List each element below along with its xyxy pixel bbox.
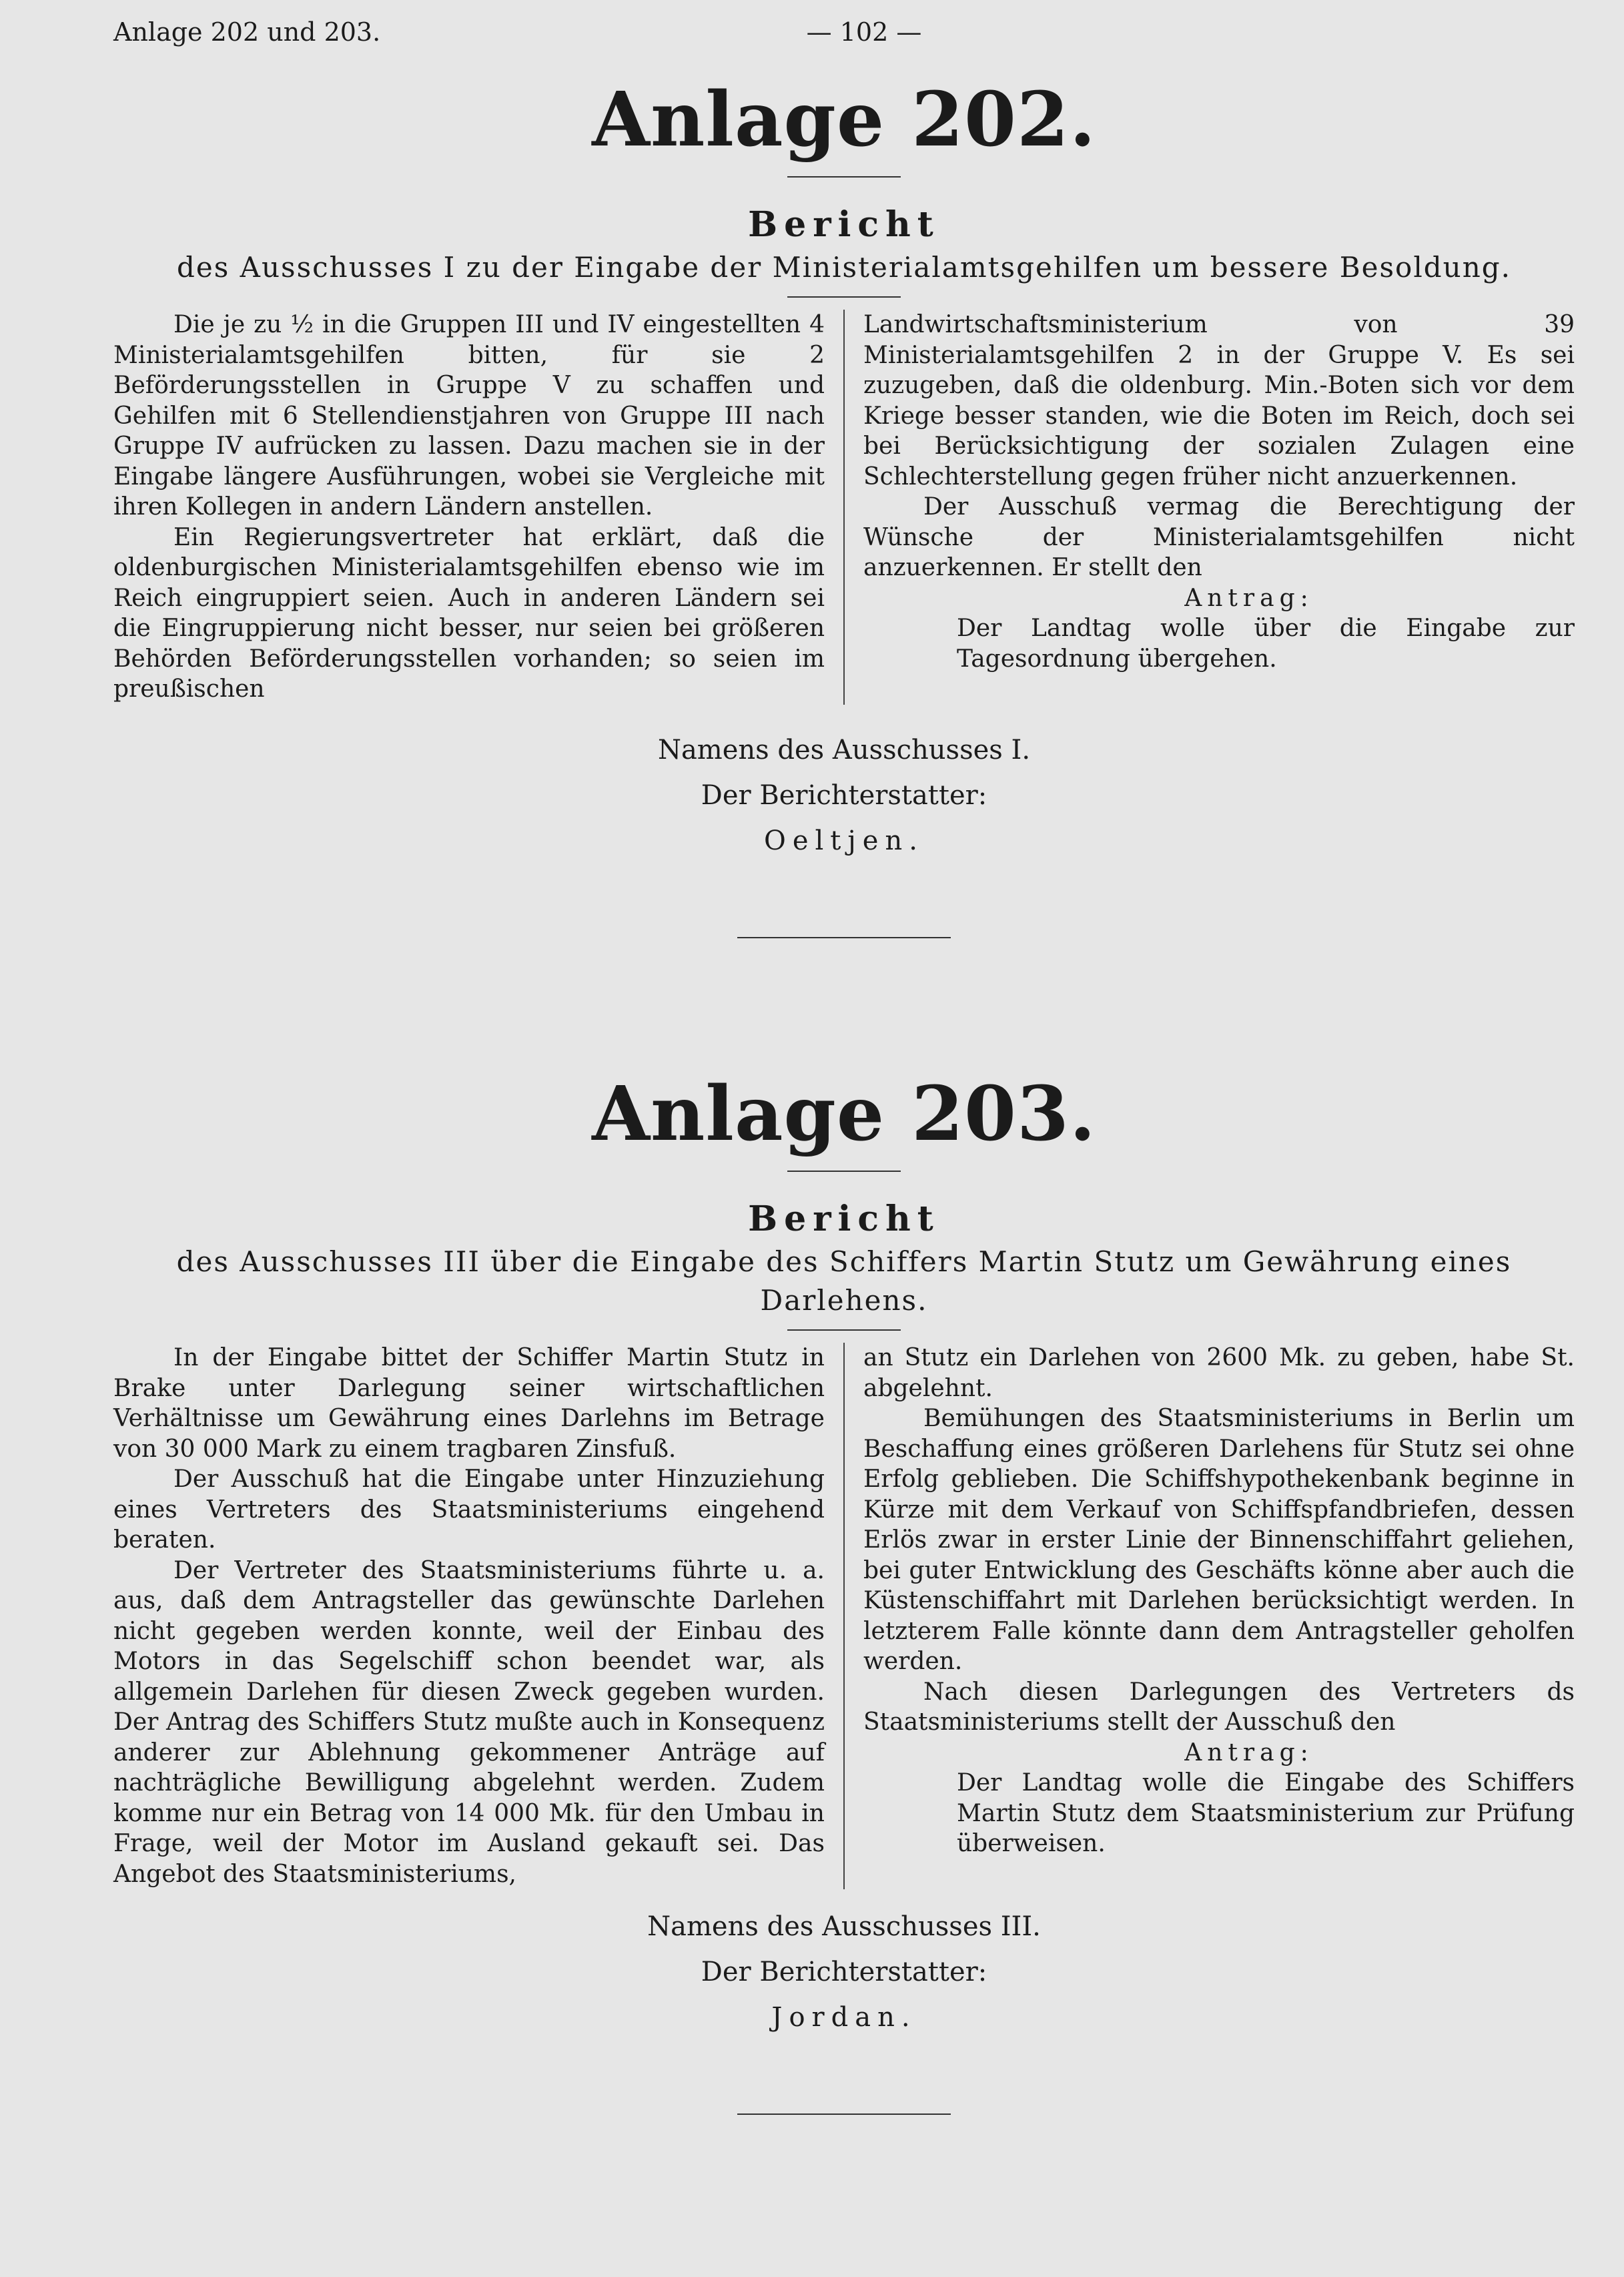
section-end-rule: [737, 2113, 951, 2115]
two-column-body: [113, 310, 1575, 705]
anlage-203-section: [113, 1068, 1575, 2115]
signoff-block: [113, 1904, 1575, 2040]
signoff-block: [113, 727, 1575, 864]
signoff-role: Der Berichterstatter:: [701, 1957, 987, 1987]
anlage-202-title: Anlage 202.: [592, 76, 1096, 164]
anlage-202-section: [113, 73, 1575, 938]
antrag-text: Der Landtag wolle die Eingabe des Schiffers Martin Stutz dem Staatsministerium zur Prüfung überweisen.: [957, 1769, 1575, 1857]
paragraph: In der Eingabe bittet der Schiffer Martin Stutz in Brake unter Darlegung seiner wirtschaftlichen Verhältnisse um Gewährung eines Darlehns im Betrage von 30 000 Mark zu einem tragbaren Zinsfuß.: [113, 1344, 825, 1463]
paragraph: Nach diesen Darlegungen des Vertreters ds Staatsministeriums stellt der Ausschuß den: [863, 1678, 1575, 1736]
report-subtitle: des Ausschusses III über die Eingabe des Schiffers Martin Stutz um Gewährung eines Darlehens.: [176, 1245, 1512, 1317]
right-column: [863, 1343, 1575, 1889]
paragraph: Ein Regierungsvertreter hat erklärt, daß die oldenburgischen Ministerialamtsgehilfen ebenso wie im Reich eingruppiert seien. Auch in anderen Ländern sei die Eingruppierung nicht besser, nur seien bei größeren Behörden Beförderungsstellen vorhanden; so seien im preußischen: [113, 523, 825, 703]
antrag-text: Der Landtag wolle über die Eingabe zur Tagesordnung übergehen.: [957, 615, 1575, 673]
column-divider: [843, 310, 845, 705]
antrag-heading: Antrag:: [1184, 584, 1314, 612]
running-header: [113, 12, 1557, 52]
title-rule: [787, 176, 901, 178]
left-column: [113, 1343, 825, 1889]
subtitle-rule: [787, 296, 901, 298]
signoff-committee: Namens des Ausschusses III.: [647, 1911, 1041, 1942]
section-end-rule: [737, 937, 951, 938]
header-section-reference: Anlage 202 und 203.: [113, 17, 381, 47]
column-divider: [843, 1343, 845, 1889]
signoff-name: Jordan.: [771, 2002, 917, 2033]
signoff-name: Oeltjen.: [764, 825, 924, 856]
paragraph: Der Ausschuß vermag die Berechtigung der Wünsche der Ministerialamtsgehilfen nicht anzuerkennen. Er stellt den: [863, 493, 1575, 581]
paragraph: Bemühungen des Staatsministeriums in Berlin um Beschaffung eines größeren Darlehens für Stutz sei ohne Erfolg geblieben. Die Schiffshypothekenbank beginne in Kürze mit dem Verkauf von Schiffspfandbriefen, dessen Erlös zwar in erster Linie der Binnenschiffahrt geliehen, bei guter Entwicklung des Geschäfts könne aber auch die Küstenschiffahrt mit Darlehen berücksichtigt werden. In letzterem Falle könnte dann dem Antragsteller geholfen werden.: [863, 1405, 1575, 1675]
signoff-role: Der Berichterstatter:: [701, 779, 987, 811]
report-subtitle: des Ausschusses I zu der Eingabe der Ministerialamtsgehilfen um bessere Besoldung.: [177, 251, 1511, 284]
bericht-heading: Bericht: [748, 204, 940, 245]
page-number: — 102 —: [806, 17, 922, 47]
right-column: [863, 310, 1575, 705]
two-column-body: [113, 1343, 1575, 1889]
paragraph: Landwirtschaftsministerium von 39 Ministerialamtsgehilfen 2 in der Gruppe V. Es sei zuzugeben, daß die oldenburg. Min.-Boten sich vor dem Kriege besser standen, wie die Boten im Reich, doch sei bei Berücksichtigung der sozialen Zulagen eine Schlechterstellung gegen früher nicht anzuerkennen.: [863, 311, 1575, 491]
paragraph: an Stutz ein Darlehen von 2600 Mk. zu geben, habe St. abgelehnt.: [863, 1344, 1575, 1402]
paragraph: Die je zu ½ in die Gruppen III und IV eingestellten 4 Ministerialamtsgehilfen bitten, für sie 2 Beförderungsstellen in Gruppe V zu schaffen und Gehilfen mit 6 Stellendienstjahren von Gruppe III nach Gruppe IV aufrücken zu lassen. Dazu machen sie in der Eingabe längere Ausführungen, wobei sie Vergleiche mit ihren Kollegen in andern Ländern anstellen.: [113, 311, 825, 521]
paragraph: Der Vertreter des Staatsministeriums führte u. a. aus, daß dem Antragsteller das gewünschte Darlehen nicht gegeben werden konnte, weil der Einbau des Motors in das Segelschiff schon beendet war, als allgemein Darlehen für diesen Zweck gegeben wurden. Der Antrag des Schiffers Stutz mußte auch in Konsequenz anderer zur Ablehnung gekommener Anträge auf nachträgliche Bewilligung abgelehnt werden. Zudem komme nur ein Betrag von 14 000 Mk. für den Umbau in Frage, weil der Motor im Ausland gekauft sei. Das Angebot des Staatsministeriums,: [113, 1556, 825, 1888]
bericht-heading: Bericht: [748, 1199, 940, 1239]
paragraph: Der Ausschuß hat die Eingabe unter Hinzuziehung eines Vertreters des Staatsministeriums eingehend beraten.: [113, 1466, 825, 1554]
antrag-heading: Antrag:: [1184, 1738, 1314, 1766]
left-column: [113, 310, 825, 705]
signoff-committee: Namens des Ausschusses I.: [657, 734, 1031, 765]
subtitle-rule: [787, 1329, 901, 1331]
anlage-203-title: Anlage 203.: [592, 1070, 1096, 1158]
title-rule: [787, 1171, 901, 1172]
